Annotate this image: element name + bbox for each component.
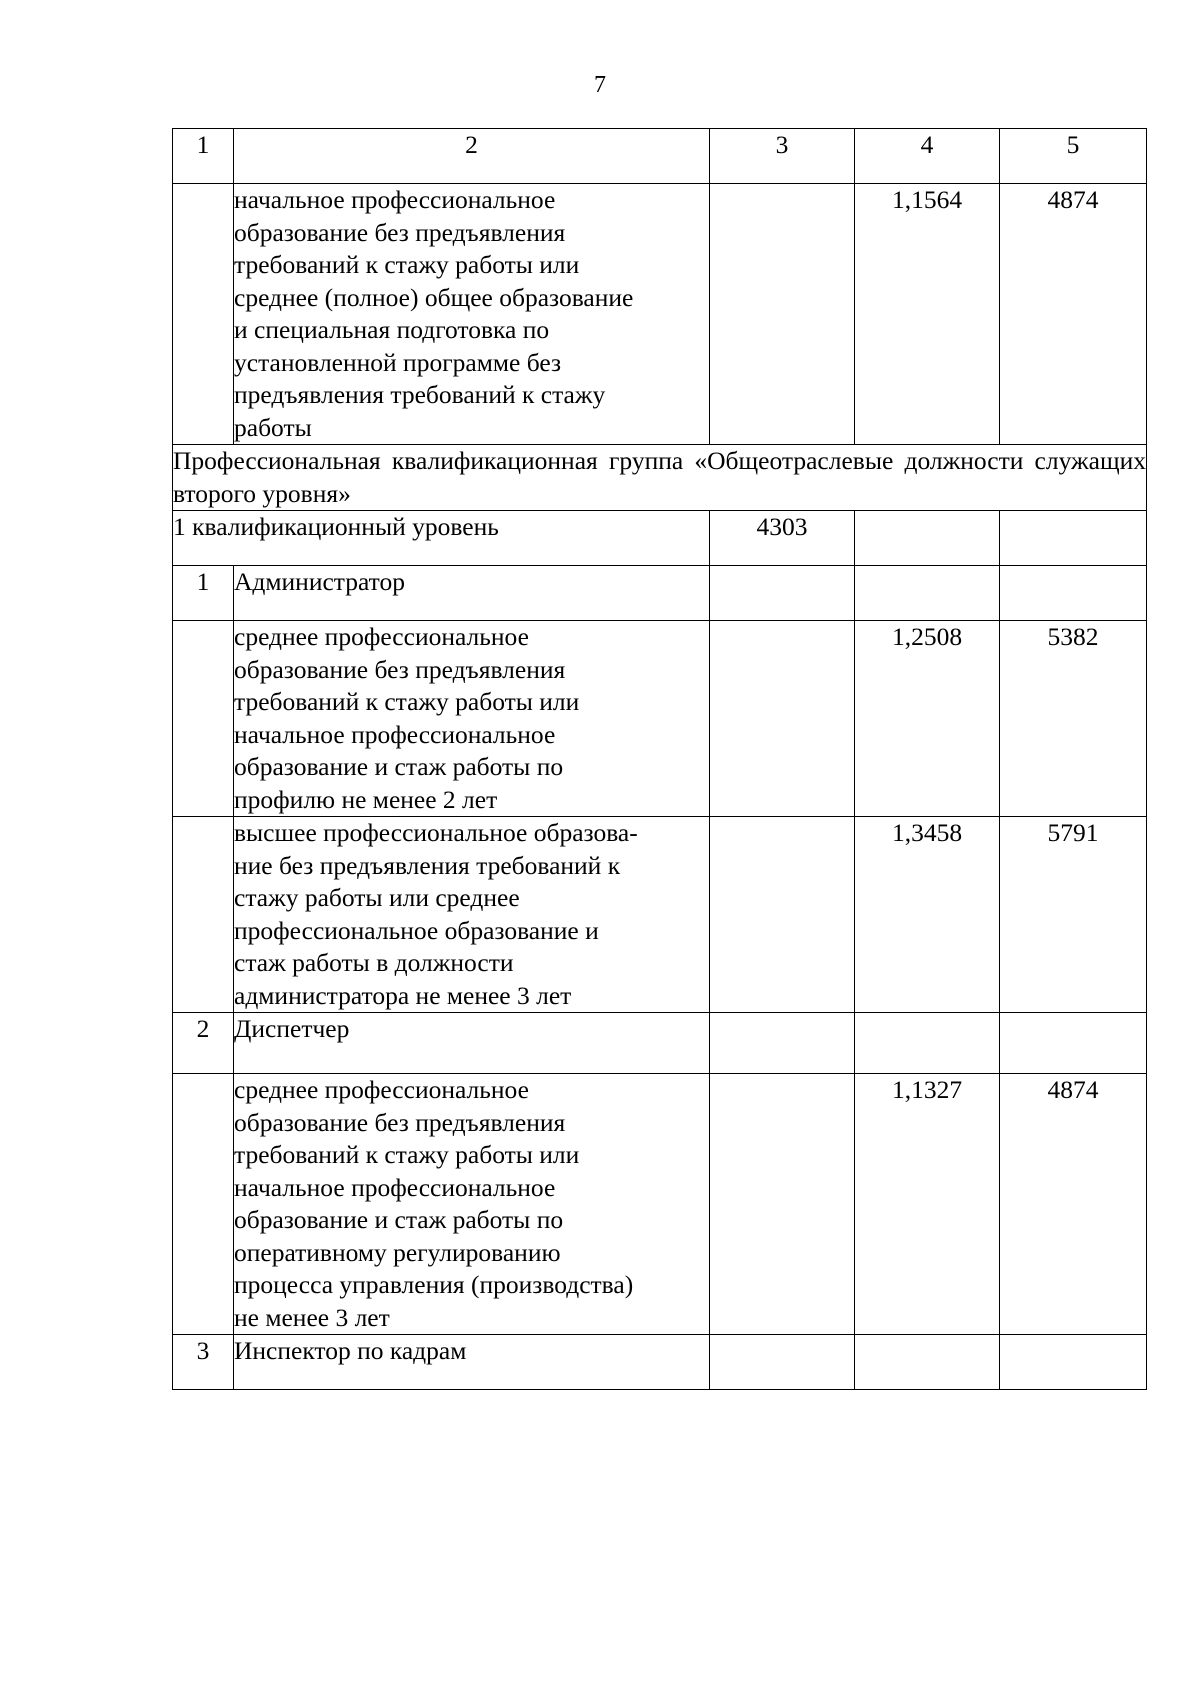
empty-cell (1000, 1013, 1147, 1074)
requirement-cell (234, 1074, 710, 1335)
header-cell: 1 (173, 129, 234, 184)
empty-cell (710, 621, 855, 817)
salary-cell: 4874 (1000, 184, 1147, 445)
coefficient-cell: 1,1564 (855, 184, 1000, 445)
role-row (173, 566, 1147, 621)
group-title: Профессиональная квалификационная группа «Общеотраслевые должности служащих второго уровня» (173, 445, 1147, 511)
table-row (173, 1074, 1147, 1335)
requirement-text: начальное профессиональное образование без предъявления требований к стажу работы или среднее (полное) общее образование и специальная подготовка по установленной программе без предъявления требований к стажу работы (234, 185, 634, 442)
requirement-text: высшее профессиональное образова- ние без предъявления требований к стажу работы или среднее профессиональное образование и стаж работы в должности администратора не менее 3 лет (234, 818, 638, 1010)
page-number: 7 (594, 72, 606, 98)
requirement-cell (234, 184, 710, 445)
empty-cell (855, 1335, 1000, 1390)
requirement-text: среднее профессиональное образование без предъявления требований к стажу работы или начальное профессиональное образование и стаж работы по профилю не менее 2 лет (234, 622, 580, 814)
header-cell: 3 (710, 129, 855, 184)
level-row (173, 511, 1147, 566)
role-row (173, 1335, 1147, 1390)
header-cell: 5 (1000, 129, 1147, 184)
table-row (173, 621, 1147, 817)
requirement-cell (234, 817, 710, 1013)
empty-cell (855, 566, 1000, 621)
empty-cell (173, 621, 234, 817)
role-name: Администратор (234, 566, 710, 621)
empty-cell (1000, 566, 1147, 621)
role-name: Инспектор по кадрам (234, 1335, 710, 1390)
header-cell: 2 (234, 129, 710, 184)
empty-cell (173, 817, 234, 1013)
table-row (173, 817, 1147, 1013)
empty-cell (1000, 1335, 1147, 1390)
role-name: Диспетчер (234, 1013, 710, 1074)
empty-cell (710, 1074, 855, 1335)
salary-cell: 4874 (1000, 1074, 1147, 1335)
row-number-cell: 1 (173, 566, 234, 621)
empty-cell (710, 1335, 855, 1390)
qualification-salary-table (172, 128, 1147, 1390)
group-row (173, 445, 1147, 511)
requirement-cell (234, 621, 710, 817)
table-header-row (173, 129, 1147, 184)
coefficient-cell: 1,1327 (855, 1074, 1000, 1335)
salary-cell: 5791 (1000, 817, 1147, 1013)
coefficient-cell: 1,2508 (855, 621, 1000, 817)
level-base-salary: 4303 (710, 511, 855, 566)
row-number-cell (173, 184, 234, 445)
empty-cell (1000, 511, 1147, 566)
empty-cell (710, 817, 855, 1013)
requirement-text: среднее профессиональное образование без предъявления требований к стажу работы или начальное профессиональное образование и стаж работы по оперативному регулированию процесса управления (производства) не менее 3 лет (234, 1075, 634, 1332)
salary-cell: 5382 (1000, 621, 1147, 817)
empty-cell (855, 511, 1000, 566)
row-number-cell: 2 (173, 1013, 234, 1074)
row-number-cell: 3 (173, 1335, 234, 1390)
level-label: 1 квалификационный уровень (173, 511, 710, 566)
table-row (173, 184, 1147, 445)
empty-cell (855, 1013, 1000, 1074)
empty-cell (710, 566, 855, 621)
empty-cell (710, 1013, 855, 1074)
empty-cell (173, 1074, 234, 1335)
coefficient-cell: 1,3458 (855, 817, 1000, 1013)
header-cell: 4 (855, 129, 1000, 184)
base-salary-cell (710, 184, 855, 445)
role-row (173, 1013, 1147, 1074)
